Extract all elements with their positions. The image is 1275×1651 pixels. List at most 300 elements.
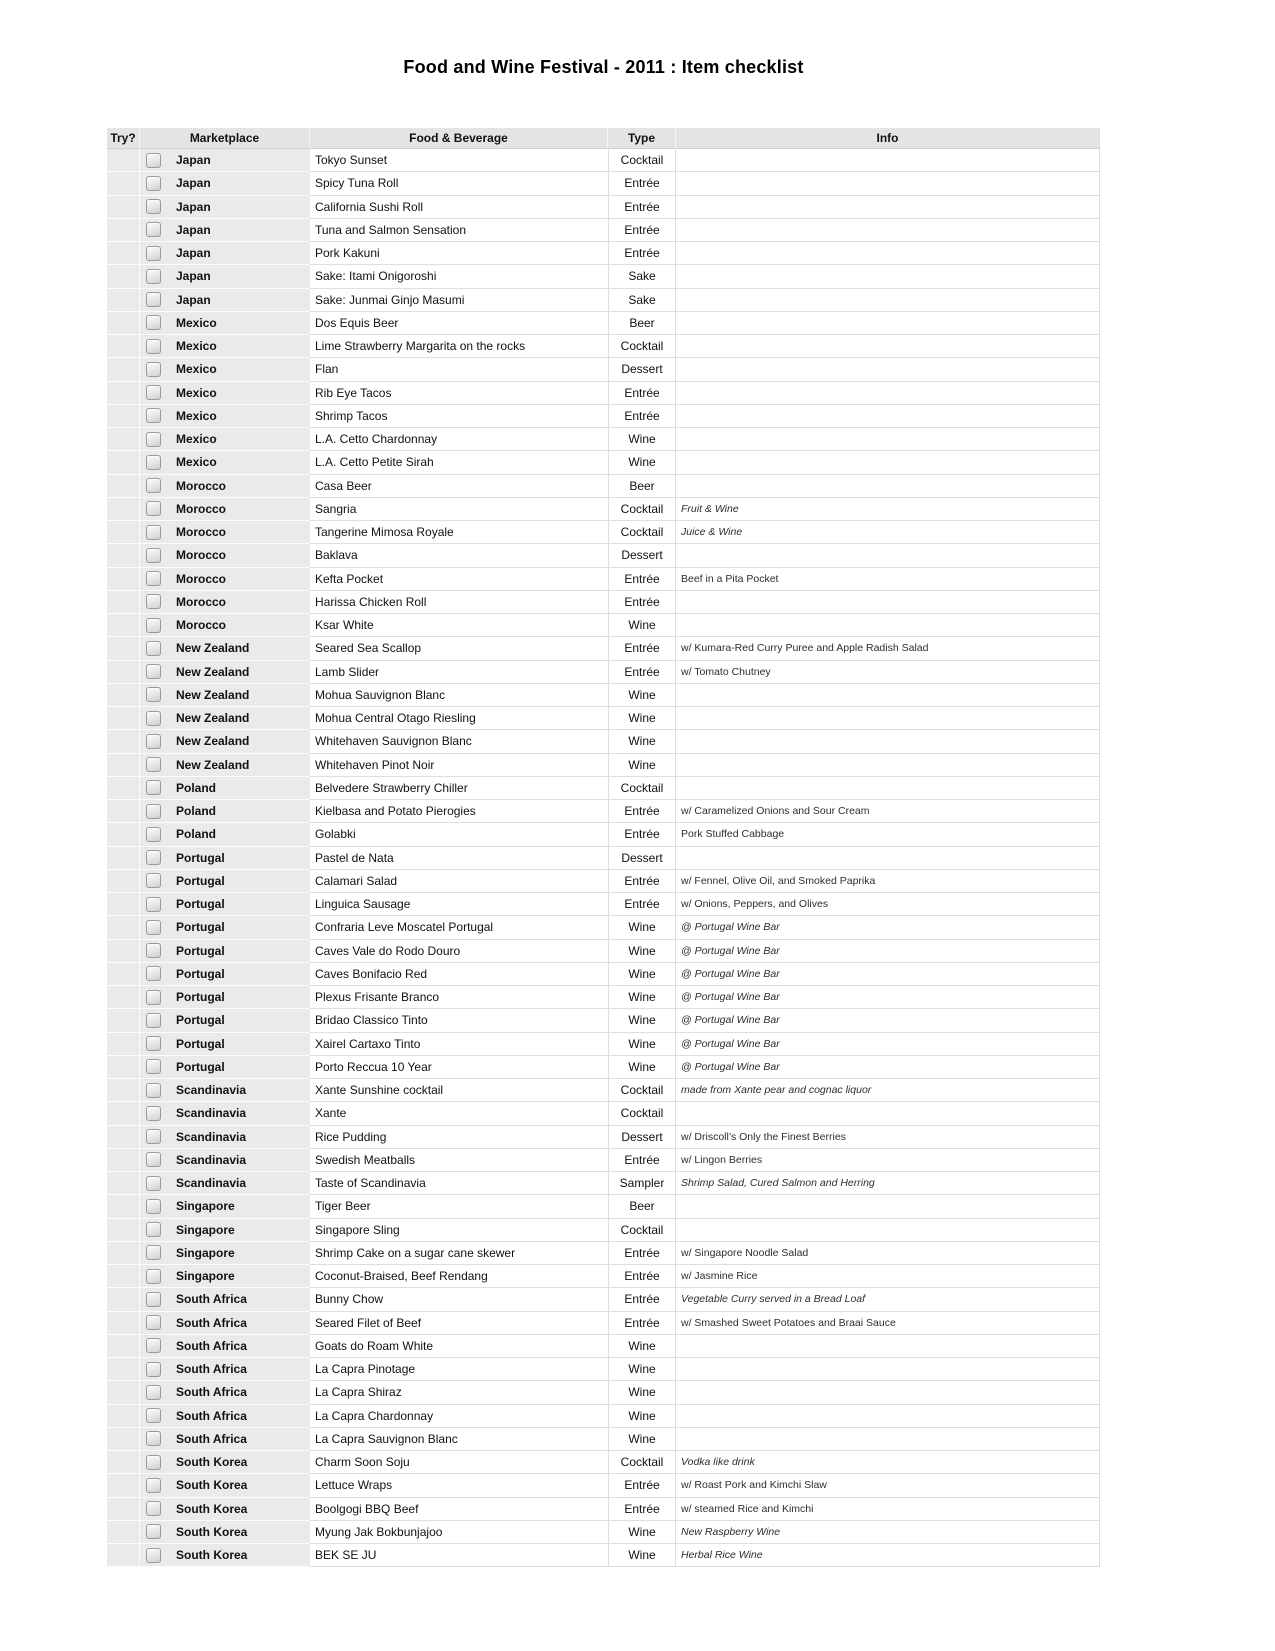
try-checkbox[interactable] [146,1385,161,1400]
table-row [107,684,1100,707]
marketplace-cell: Morocco [167,544,310,567]
type-cell: Wine [608,916,676,939]
try-cell [107,1102,140,1125]
try-cell [107,870,140,893]
info-cell [676,265,1100,288]
try-checkbox[interactable] [146,897,161,912]
try-cell [107,754,140,777]
type-cell: Entrée [608,1242,676,1265]
info-cell: Pork Stuffed Cabbage [676,823,1100,846]
info-cell: New Raspberry Wine [676,1521,1100,1544]
food-beverage-cell: Kielbasa and Potato Pierogies [310,800,608,823]
table-row [107,1265,1100,1288]
type-cell: Wine [608,451,676,474]
info-cell: @ Portugal Wine Bar [676,1009,1100,1032]
table-row [107,1358,1100,1381]
food-beverage-cell: Belvedere Strawberry Chiller [310,777,608,800]
table-row [107,1195,1100,1218]
info-cell: Shrimp Salad, Cured Salmon and Herring [676,1172,1100,1195]
table-row [107,568,1100,591]
marketplace-cell: Mexico [167,358,310,381]
checkbox-cell [140,405,167,428]
checkbox-cell [140,219,167,242]
marketplace-cell: Singapore [167,1195,310,1218]
try-checkbox[interactable] [146,1176,161,1191]
table-row [107,521,1100,544]
type-cell: Entrée [608,1312,676,1335]
try-cell [107,661,140,684]
try-checkbox[interactable] [146,408,161,423]
type-cell: Cocktail [608,1079,676,1102]
try-checkbox[interactable] [146,432,161,447]
header-food-beverage: Food & Beverage [310,128,608,149]
type-cell: Sampler [608,1172,676,1195]
type-cell: Dessert [608,544,676,567]
try-checkbox[interactable] [146,478,161,493]
marketplace-cell: Japan [167,265,310,288]
checkbox-cell [140,963,167,986]
marketplace-cell: South Africa [167,1312,310,1335]
marketplace-cell: Portugal [167,916,310,939]
food-beverage-cell: Golabki [310,823,608,846]
try-checkbox[interactable] [146,1106,161,1121]
marketplace-cell: Portugal [167,847,310,870]
try-checkbox[interactable] [146,618,161,633]
food-beverage-cell: Ksar White [310,614,608,637]
checkbox-cell [140,568,167,591]
try-checkbox[interactable] [146,246,161,261]
info-cell [676,172,1100,195]
food-beverage-cell: Pork Kakuni [310,242,608,265]
info-cell [676,428,1100,451]
try-checkbox[interactable] [146,1338,161,1353]
try-checkbox[interactable] [146,641,161,656]
try-checkbox[interactable] [146,1199,161,1214]
marketplace-cell: Mexico [167,428,310,451]
try-checkbox[interactable] [146,850,161,865]
info-cell: @ Portugal Wine Bar [676,1056,1100,1079]
try-checkbox[interactable] [146,362,161,377]
checkbox-cell [140,707,167,730]
try-checkbox[interactable] [146,804,161,819]
header-try: Try? [107,128,140,149]
checkbox-cell [140,1056,167,1079]
try-cell [107,1428,140,1451]
try-checkbox[interactable] [146,1292,161,1307]
marketplace-cell: Singapore [167,1242,310,1265]
try-cell [107,614,140,637]
info-cell: w/ Onions, Peppers, and Olives [676,893,1100,916]
try-checkbox[interactable] [146,153,161,168]
checkbox-cell [140,800,167,823]
try-cell [107,730,140,753]
try-checkbox[interactable] [146,1129,161,1144]
table-row [107,754,1100,777]
marketplace-cell: South Korea [167,1451,310,1474]
marketplace-cell: South Africa [167,1405,310,1428]
info-cell [676,684,1100,707]
try-checkbox[interactable] [146,757,161,772]
table-row [107,870,1100,893]
checkbox-cell [140,1219,167,1242]
info-cell [676,196,1100,219]
try-checkbox[interactable] [146,1548,161,1563]
try-checkbox[interactable] [146,1269,161,1284]
try-checkbox[interactable] [146,827,161,842]
try-checkbox[interactable] [146,315,161,330]
type-cell: Entrée [608,823,676,846]
info-cell: Beef in a Pita Pocket [676,568,1100,591]
try-cell [107,498,140,521]
checkbox-cell [140,1498,167,1521]
marketplace-cell: Scandinavia [167,1102,310,1125]
food-beverage-cell: Calamari Salad [310,870,608,893]
food-beverage-cell: Shrimp Tacos [310,405,608,428]
type-cell: Wine [608,1009,676,1032]
food-beverage-cell: L.A. Cetto Chardonnay [310,428,608,451]
checkbox-cell [140,335,167,358]
try-checkbox[interactable] [146,1083,161,1098]
try-cell [107,1079,140,1102]
type-cell: Wine [608,707,676,730]
food-beverage-cell: Lettuce Wraps [310,1474,608,1497]
food-beverage-cell: Baklava [310,544,608,567]
type-cell: Cocktail [608,1102,676,1125]
try-checkbox[interactable] [146,1478,161,1493]
header-info: Info [676,128,1100,149]
try-checkbox[interactable] [146,222,161,237]
try-checkbox[interactable] [146,525,161,540]
try-checkbox[interactable] [146,455,161,470]
try-checkbox[interactable] [146,1059,161,1074]
checkbox-cell [140,1288,167,1311]
checkbox-cell [140,1242,167,1265]
checkbox-cell [140,916,167,939]
checkbox-cell [140,1544,167,1567]
try-checkbox[interactable] [146,1408,161,1423]
info-cell [676,219,1100,242]
checkbox-cell [140,637,167,660]
marketplace-cell: Mexico [167,335,310,358]
checkbox-cell [140,730,167,753]
marketplace-cell: Mexico [167,382,310,405]
type-cell: Dessert [608,847,676,870]
marketplace-cell: New Zealand [167,754,310,777]
try-cell [107,312,140,335]
type-cell: Wine [608,754,676,777]
checkbox-cell [140,1149,167,1172]
try-checkbox[interactable] [146,711,161,726]
try-checkbox[interactable] [146,664,161,679]
table-row [107,1009,1100,1032]
food-beverage-cell: Caves Bonifacio Red [310,963,608,986]
try-cell [107,405,140,428]
marketplace-cell: Japan [167,149,310,172]
marketplace-cell: Portugal [167,870,310,893]
type-cell: Entrée [608,1498,676,1521]
try-cell [107,1335,140,1358]
try-checkbox[interactable] [146,1152,161,1167]
checkbox-cell [140,1428,167,1451]
checkbox-cell [140,544,167,567]
try-checkbox[interactable] [146,176,161,191]
try-checkbox[interactable] [146,292,161,307]
try-checkbox[interactable] [146,199,161,214]
type-cell: Entrée [608,1288,676,1311]
try-checkbox[interactable] [146,548,161,563]
marketplace-cell: Morocco [167,568,310,591]
try-checkbox[interactable] [146,873,161,888]
try-checkbox[interactable] [146,1013,161,1028]
food-beverage-cell: Charm Soon Soju [310,1451,608,1474]
table-row [107,1405,1100,1428]
type-cell: Sake [608,265,676,288]
info-cell: w/ steamed Rice and Kimchi [676,1498,1100,1521]
try-cell [107,1405,140,1428]
marketplace-cell: Japan [167,289,310,312]
try-cell [107,1312,140,1335]
food-beverage-cell: Bridao Classico Tinto [310,1009,608,1032]
info-cell [676,358,1100,381]
table-row [107,614,1100,637]
checkbox-cell [140,614,167,637]
checkbox-cell [140,1335,167,1358]
marketplace-cell: Mexico [167,451,310,474]
marketplace-cell: Japan [167,219,310,242]
checkbox-cell [140,242,167,265]
type-cell: Wine [608,1544,676,1567]
type-cell: Entrée [608,661,676,684]
try-checkbox[interactable] [146,990,161,1005]
food-beverage-cell: Pastel de Nata [310,847,608,870]
food-beverage-cell: Tiger Beer [310,1195,608,1218]
info-cell: w/ Driscoll’s Only the Finest Berries [676,1126,1100,1149]
table-row [107,1172,1100,1195]
marketplace-cell: Portugal [167,893,310,916]
try-cell [107,358,140,381]
checkbox-cell [140,1358,167,1381]
type-cell: Wine [608,1056,676,1079]
marketplace-cell: Portugal [167,1056,310,1079]
table-row [107,1474,1100,1497]
info-cell: Vegetable Curry served in a Bread Loaf [676,1288,1100,1311]
table-row [107,1126,1100,1149]
info-cell: w/ Tomato Chutney [676,661,1100,684]
table-row [107,800,1100,823]
table-row [107,777,1100,800]
type-cell: Entrée [608,219,676,242]
food-beverage-cell: Mohua Central Otago Riesling [310,707,608,730]
try-checkbox[interactable] [146,1431,161,1446]
try-cell [107,242,140,265]
try-cell [107,1358,140,1381]
type-cell: Wine [608,963,676,986]
table-row [107,963,1100,986]
info-cell [676,1428,1100,1451]
checkbox-cell [140,1195,167,1218]
try-cell [107,544,140,567]
table-row [107,1498,1100,1521]
try-cell [107,1288,140,1311]
try-checkbox[interactable] [146,1222,161,1237]
marketplace-cell: South Africa [167,1358,310,1381]
table-row [107,498,1100,521]
marketplace-cell: Poland [167,823,310,846]
try-checkbox[interactable] [146,966,161,981]
info-cell: w/ Lingon Berries [676,1149,1100,1172]
food-beverage-cell: Plexus Frisante Branco [310,986,608,1009]
try-cell [107,1521,140,1544]
type-cell: Dessert [608,358,676,381]
marketplace-cell: South Africa [167,1288,310,1311]
try-cell [107,568,140,591]
checkbox-cell [140,358,167,381]
table-row [107,986,1100,1009]
try-cell [107,800,140,823]
checkbox-cell [140,1405,167,1428]
try-cell [107,1474,140,1497]
try-checkbox[interactable] [146,1245,161,1260]
table-row [107,405,1100,428]
food-beverage-cell: La Capra Chardonnay [310,1405,608,1428]
food-beverage-cell: Coconut-Braised, Beef Rendang [310,1265,608,1288]
try-cell [107,637,140,660]
try-checkbox[interactable] [146,1501,161,1516]
try-checkbox[interactable] [146,780,161,795]
food-beverage-cell: Lamb Slider [310,661,608,684]
type-cell: Cocktail [608,1219,676,1242]
checkbox-cell [140,312,167,335]
table-row [107,172,1100,195]
try-cell [107,940,140,963]
info-cell [676,1219,1100,1242]
table-row [107,1288,1100,1311]
checkbox-cell [140,382,167,405]
marketplace-cell: Mexico [167,405,310,428]
checkbox-cell [140,1126,167,1149]
info-cell [676,1335,1100,1358]
checkbox-cell [140,1102,167,1125]
checkbox-cell [140,847,167,870]
table-row [107,661,1100,684]
info-cell [676,149,1100,172]
try-checkbox[interactable] [146,339,161,354]
try-checkbox[interactable] [146,1524,161,1539]
try-checkbox[interactable] [146,501,161,516]
try-cell [107,1242,140,1265]
try-checkbox[interactable] [146,687,161,702]
food-beverage-cell: La Capra Pinotage [310,1358,608,1381]
try-cell [107,893,140,916]
food-beverage-cell: La Capra Shiraz [310,1381,608,1404]
checkbox-cell [140,684,167,707]
table-row [107,451,1100,474]
table-row [107,1242,1100,1265]
try-cell [107,428,140,451]
checkbox-cell [140,265,167,288]
food-beverage-cell: California Sushi Roll [310,196,608,219]
header-marketplace: Marketplace [140,128,310,149]
type-cell: Wine [608,1405,676,1428]
food-beverage-cell: Xante [310,1102,608,1125]
try-cell [107,1195,140,1218]
checkbox-cell [140,475,167,498]
try-cell [107,707,140,730]
checkbox-cell [140,754,167,777]
info-cell: @ Portugal Wine Bar [676,1033,1100,1056]
type-cell: Wine [608,1381,676,1404]
table-row [107,1312,1100,1335]
try-cell [107,1033,140,1056]
try-checkbox[interactable] [146,1036,161,1051]
type-cell: Cocktail [608,498,676,521]
table-row [107,475,1100,498]
type-cell: Wine [608,614,676,637]
table-row [107,1335,1100,1358]
food-beverage-cell: Goats do Roam White [310,1335,608,1358]
try-checkbox[interactable] [146,943,161,958]
food-beverage-cell: Xairel Cartaxo Tinto [310,1033,608,1056]
try-checkbox[interactable] [146,1315,161,1330]
checkbox-cell [140,893,167,916]
try-checkbox[interactable] [146,385,161,400]
checkbox-cell [140,591,167,614]
checkbox-cell [140,1265,167,1288]
marketplace-cell: Mexico [167,312,310,335]
checkbox-cell [140,1033,167,1056]
marketplace-cell: South Africa [167,1428,310,1451]
marketplace-cell: South Korea [167,1521,310,1544]
try-checkbox[interactable] [146,920,161,935]
type-cell: Entrée [608,1474,676,1497]
checkbox-cell [140,149,167,172]
type-cell: Sake [608,289,676,312]
food-beverage-cell: Spicy Tuna Roll [310,172,608,195]
try-checkbox[interactable] [146,269,161,284]
marketplace-cell: South Korea [167,1544,310,1567]
try-cell [107,219,140,242]
type-cell: Wine [608,1358,676,1381]
food-beverage-cell: Confraria Leve Moscatel Portugal [310,916,608,939]
food-beverage-cell: L.A. Cetto Petite Sirah [310,451,608,474]
info-cell [676,1195,1100,1218]
food-beverage-cell: Caves Vale do Rodo Douro [310,940,608,963]
try-checkbox[interactable] [146,571,161,586]
table-row [107,544,1100,567]
try-checkbox[interactable] [146,734,161,749]
checkbox-cell [140,777,167,800]
food-beverage-cell: Harissa Chicken Roll [310,591,608,614]
info-cell: w/ Roast Pork and Kimchi Slaw [676,1474,1100,1497]
food-beverage-cell: Tuna and Salmon Sensation [310,219,608,242]
try-cell [107,196,140,219]
try-checkbox[interactable] [146,594,161,609]
checkbox-cell [140,196,167,219]
info-cell: Juice & Wine [676,521,1100,544]
marketplace-cell: Poland [167,800,310,823]
food-beverage-cell: Mohua Sauvignon Blanc [310,684,608,707]
table-row [107,358,1100,381]
try-checkbox[interactable] [146,1455,161,1470]
try-cell [107,1172,140,1195]
table-row [107,730,1100,753]
try-checkbox[interactable] [146,1362,161,1377]
food-beverage-cell: Sake: Junmai Ginjo Masumi [310,289,608,312]
checkbox-cell [140,172,167,195]
food-beverage-cell: Whitehaven Pinot Noir [310,754,608,777]
try-cell [107,521,140,544]
info-cell: @ Portugal Wine Bar [676,963,1100,986]
